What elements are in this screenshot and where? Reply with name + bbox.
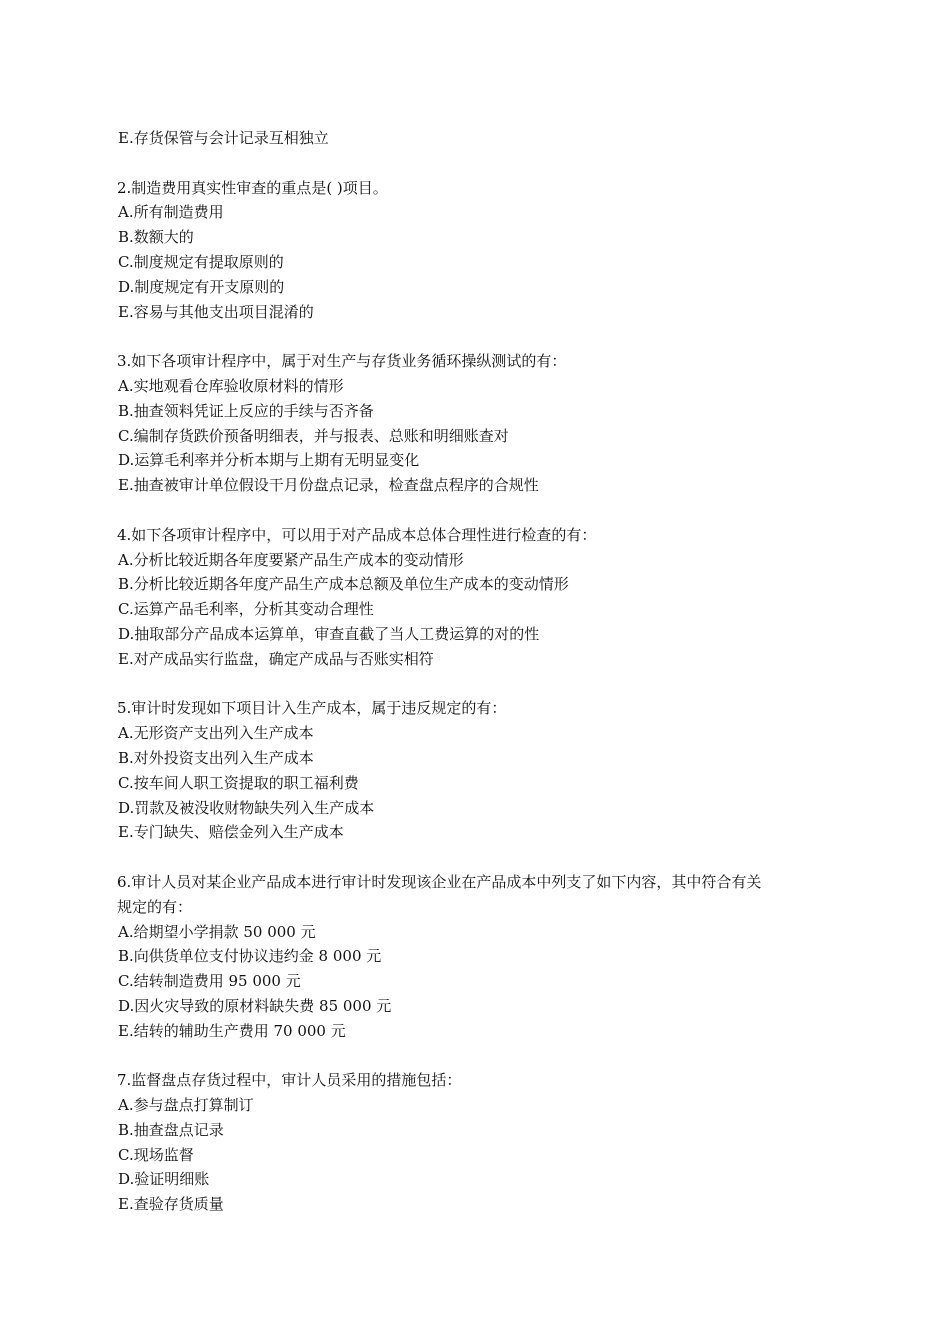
option-a: A.所有制造费用 <box>118 203 224 222</box>
option-d: D.运算毛利率并分析本期与上期有无明显变化 <box>118 451 420 470</box>
option-d: D.因火灾导致的原材料缺失费 85 000 元 <box>118 996 392 1015</box>
option-c: C.结转制造费用 95 000 元 <box>118 972 301 991</box>
option-b: B.抽查盘点记录 <box>118 1120 224 1139</box>
question-2 <box>117 176 837 325</box>
question-7 <box>117 1068 837 1217</box>
option-b: B.对外投资支出列入生产成本 <box>118 748 314 767</box>
option-d: D.制度规定有开支原则的 <box>118 277 285 296</box>
option-e: E.容易与其他支出项目混淆的 <box>118 302 314 321</box>
blank-line <box>117 498 837 523</box>
option-d: D.抽取部分产品成本运算单，审查直截了当人工费运算的对的性 <box>118 624 540 643</box>
option-e: E.专门缺失、赔偿金列入生产成本 <box>118 823 344 842</box>
option-a: A.参与盘点打算制订 <box>118 1096 254 1115</box>
question-6 <box>117 870 837 1044</box>
option-a: A.分析比较近期各年度要紧产品生产成本的变动情形 <box>118 550 464 569</box>
document-body <box>117 126 837 1217</box>
option-c: C.现场监督 <box>118 1145 194 1164</box>
option-c: C.制度规定有提取原则的 <box>118 252 284 271</box>
option-b: B.向供货单位支付协议违约金 8 000 元 <box>118 947 382 966</box>
blank-line <box>117 324 837 349</box>
blank-line <box>117 845 837 870</box>
question-5 <box>117 696 837 845</box>
option-d: D.验证明细账 <box>118 1170 210 1189</box>
question-stem-line-1: 6.审计人员对某企业产品成本进行审计时发现该企业在产品成本中列支了如下内容，其中符合有关 <box>117 872 762 891</box>
option-c: C.按车间人职工资提取的职工福利费 <box>118 773 359 792</box>
question-stem: 4.如下各项审计程序中，可以用于对产品成本总体合理性进行检查的有： <box>117 525 597 544</box>
option-b: B.抽查领料凭证上反应的手续与否齐备 <box>118 401 374 420</box>
option-a: A.给期望小学捐款 50 000 元 <box>118 922 316 941</box>
question-4 <box>117 523 837 672</box>
q1-option-e: E.存货保管与会计记录互相独立 <box>118 129 329 147</box>
option-b: B.分析比较近期各年度产品生产成本总额及单位生产成本的变动情形 <box>118 575 569 594</box>
option-a: A.实地观看仓库验收原材料的情形 <box>118 376 344 395</box>
option-e: E.抽查被审计单位假设干月份盘点记录，检查盘点程序的合规性 <box>118 476 539 495</box>
option-e: E.对产成品实行监盘，确定产成品与否账实相符 <box>118 649 434 668</box>
option-d: D.罚款及被没收财物缺失列入生产成本 <box>118 798 375 817</box>
question-stem: 5.审计时发现如下项目计入生产成本，属于违反规定的有： <box>117 699 507 718</box>
blank-line <box>117 672 837 697</box>
option-e: E.结转的辅助生产费用 70 000 元 <box>118 1021 346 1040</box>
question-stem: 2.制造费用真实性审查的重点是( )项目。 <box>117 178 388 197</box>
question-stem: 3.如下各项审计程序中，属于对生产与存货业务循环操纵测试的有： <box>117 352 567 371</box>
question-stem-line-2: 规定的有： <box>117 897 193 916</box>
blank-line <box>117 1043 837 1068</box>
option-c: C.运算产品毛利率，分析其变动合理性 <box>118 600 374 619</box>
question-stem: 7.监督盘点存货过程中，审计人员采用的措施包括： <box>117 1071 462 1090</box>
blank-line <box>117 151 837 176</box>
question-3 <box>117 349 837 498</box>
option-a: A.无形资产支出列入生产成本 <box>118 724 314 743</box>
option-e: E.查验存货质量 <box>118 1195 224 1214</box>
option-b: B.数额大的 <box>118 228 194 247</box>
option-c: C.编制存货跌价预备明细表，并与报表、总账和明细账查对 <box>118 426 509 445</box>
